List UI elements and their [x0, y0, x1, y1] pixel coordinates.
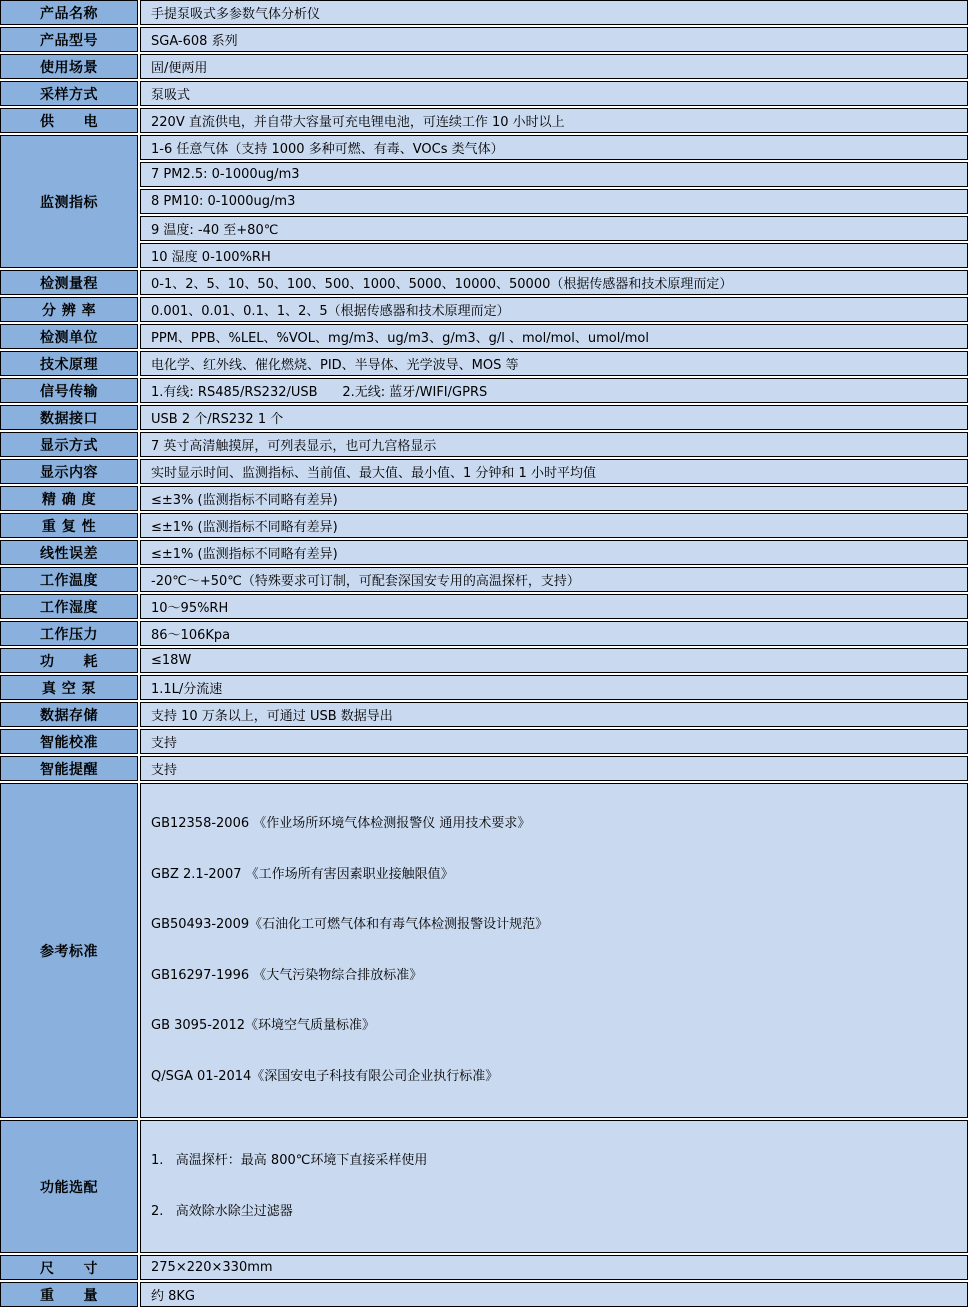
spec-value: 电化学、红外线、催化燃烧、PID、半导体、光学波导、MOS 等	[140, 351, 968, 376]
table-row	[0, 594, 968, 619]
spec-label-power-supply: 供 电	[0, 108, 138, 133]
table-row	[0, 243, 968, 268]
spec-subvalue: 1-6 任意气体（支持 1000 多种可燃、有毒、VOCs 类气体）	[140, 135, 968, 160]
spec-value: USB 2 个/RS232 1 个	[140, 405, 968, 430]
spec-label-data-storage: 数据存储	[0, 702, 138, 727]
table-row	[0, 567, 968, 592]
spec-label-detection-range: 检测量程	[0, 270, 138, 295]
table-row	[0, 81, 968, 106]
option-line: 1. 高温探杆：最高 800℃环境下直接采样使用	[151, 1153, 428, 1168]
standards-line: Q/SGA 01-2014《深国安电子科技有限公司企业执行标准》	[151, 1068, 499, 1084]
spec-value: 固/便两用	[140, 54, 968, 79]
table-row	[0, 1255, 968, 1280]
spec-value: 275×220×330mm	[140, 1255, 968, 1280]
table-row	[0, 432, 968, 457]
table-row	[0, 27, 968, 52]
spec-label-monitor-indicators: 监测指标	[0, 135, 138, 268]
standards-line: GB 3095-2012《环境空气质量标准》	[151, 1018, 375, 1033]
spec-label-vacuum-pump: 真 空 泵	[0, 675, 138, 700]
spec-label-resolution: 分 辨 率	[0, 297, 138, 322]
table-row	[0, 540, 968, 565]
spec-label-product-name: 产品名称	[0, 0, 138, 25]
table-row	[0, 459, 968, 484]
spec-value: ≤±3% (监测指标不同略有差异)	[140, 486, 968, 511]
spec-subvalue: 9 温度: -40 至+80℃	[140, 216, 968, 241]
spec-value: ≤±1% (监测指标不同略有差异)	[140, 540, 968, 565]
spec-label-usage-scene: 使用场景	[0, 54, 138, 79]
spec-value: 实时显示时间、监测指标、当前值、最大值、最小值、1 分钟和 1 小时平均值	[140, 459, 968, 484]
table-row	[0, 54, 968, 79]
spec-value: 泵吸式	[140, 81, 968, 106]
spec-label-working-pressure: 工作压力	[0, 621, 138, 646]
spec-label-dimensions: 尺 寸	[0, 1255, 138, 1280]
spec-label-display-content: 显示内容	[0, 459, 138, 484]
spec-value: SGA-608 系列	[140, 27, 968, 52]
table-row	[0, 324, 968, 349]
spec-label-smart-calibration: 智能校准	[0, 729, 138, 754]
spec-value: 1.1L/分流速	[140, 675, 968, 700]
spec-value: -20℃～+50℃（特殊要求可订制，可配套深国安专用的高温探杆，支持）	[140, 567, 968, 592]
spec-value: 7 英寸高清触摸屏，可列表显示，也可九宫格显示	[140, 432, 968, 457]
table-row	[0, 378, 968, 403]
table-row	[0, 351, 968, 376]
standards-line: GB12358-2006 《作业场所环境气体检测报警仪 通用技术要求》	[151, 816, 531, 831]
spec-label-linearity-error: 线性误差	[0, 540, 138, 565]
table-row	[0, 108, 968, 133]
standards-line: GB16297-1996 《大气污染物综合排放标准》	[151, 967, 423, 983]
standards-line: GB50493-2009《石油化工可燃气体和有毒气体检测报警设计规范》	[151, 917, 549, 932]
table-row	[0, 756, 968, 781]
table-row	[0, 135, 968, 160]
table-row	[0, 270, 968, 295]
spec-label-working-temperature: 工作温度	[0, 567, 138, 592]
table-row	[0, 297, 968, 322]
spec-label-data-interface: 数据接口	[0, 405, 138, 430]
spec-value: 1.有线: RS485/RS232/USB 2.无线: 蓝牙/WIFI/GPRS	[140, 378, 968, 403]
table-row	[0, 513, 968, 538]
spec-value: 0.001、0.01、0.1、1、2、5（根据传感器和技术原理而定）	[140, 297, 968, 322]
table-row	[0, 0, 968, 25]
table-row	[0, 729, 968, 754]
table-row	[0, 162, 968, 187]
spec-label-optional-functions: 功能选配	[0, 1120, 138, 1253]
table-row	[0, 648, 968, 673]
spec-label-sampling-method: 采样方式	[0, 81, 138, 106]
spec-subvalue: 7 PM2.5: 0-1000ug/m3	[140, 162, 968, 187]
table-row	[0, 783, 968, 1118]
spec-label-detection-unit: 检测单位	[0, 324, 138, 349]
spec-value: 约 8KG	[140, 1282, 968, 1307]
spec-value: PPM、PPB、%LEL、%VOL、mg/m3、ug/m3、g/m3、g/l 、mol/mol、umol/mol	[140, 324, 968, 349]
table-row	[0, 702, 968, 727]
spec-label-model: 产品型号	[0, 27, 138, 52]
spec-label-reference-standards: 参考标准	[0, 783, 138, 1118]
table-row	[0, 189, 968, 214]
spec-label-smart-reminder: 智能提醒	[0, 756, 138, 781]
spec-subvalue: 10 湿度 0-100%RH	[140, 243, 968, 268]
spec-value: 支持 10 万条以上，可通过 USB 数据导出	[140, 702, 968, 727]
table-row	[0, 216, 968, 241]
spec-label-power-consumption: 功 耗	[0, 648, 138, 673]
table-row	[0, 1282, 968, 1307]
spec-label-working-humidity: 工作湿度	[0, 594, 138, 619]
spec-label-accuracy: 精 确 度	[0, 486, 138, 511]
spec-label-weight: 重 量	[0, 1282, 138, 1307]
option-line: 2. 高效除水除尘过滤器	[151, 1203, 293, 1219]
spec-value: 支持	[140, 756, 968, 781]
table-row	[0, 486, 968, 511]
spec-value: 86～106Kpa	[140, 621, 968, 646]
table-row	[0, 405, 968, 430]
spec-value: ≤±1% (监测指标不同略有差异)	[140, 513, 968, 538]
spec-value-options	[140, 1120, 968, 1253]
table-row	[0, 1120, 968, 1253]
spec-value: 0-1、2、5、10、50、100、500、1000、5000、10000、50000（根据传感器和技术原理而定）	[140, 270, 968, 295]
spec-value-standards	[140, 783, 968, 1118]
spec-label-technical-principle: 技术原理	[0, 351, 138, 376]
standards-line: GBZ 2.1-2007 《工作场所有害因素职业接触限值》	[151, 866, 454, 882]
spec-value: 手提泵吸式多参数气体分析仪	[140, 0, 968, 25]
spec-label-signal-transmission: 信号传输	[0, 378, 138, 403]
spec-value: 支持	[140, 729, 968, 754]
spec-value: ≤18W	[140, 648, 968, 673]
spec-label-display-mode: 显示方式	[0, 432, 138, 457]
spec-label-repeatability: 重 复 性	[0, 513, 138, 538]
spec-value: 220V 直流供电，并自带大容量可充电锂电池，可连续工作 10 小时以上	[140, 108, 968, 133]
spec-value: 10～95%RH	[140, 594, 968, 619]
table-row	[0, 675, 968, 700]
spec-subvalue: 8 PM10: 0-1000ug/m3	[140, 189, 968, 214]
table-row	[0, 621, 968, 646]
